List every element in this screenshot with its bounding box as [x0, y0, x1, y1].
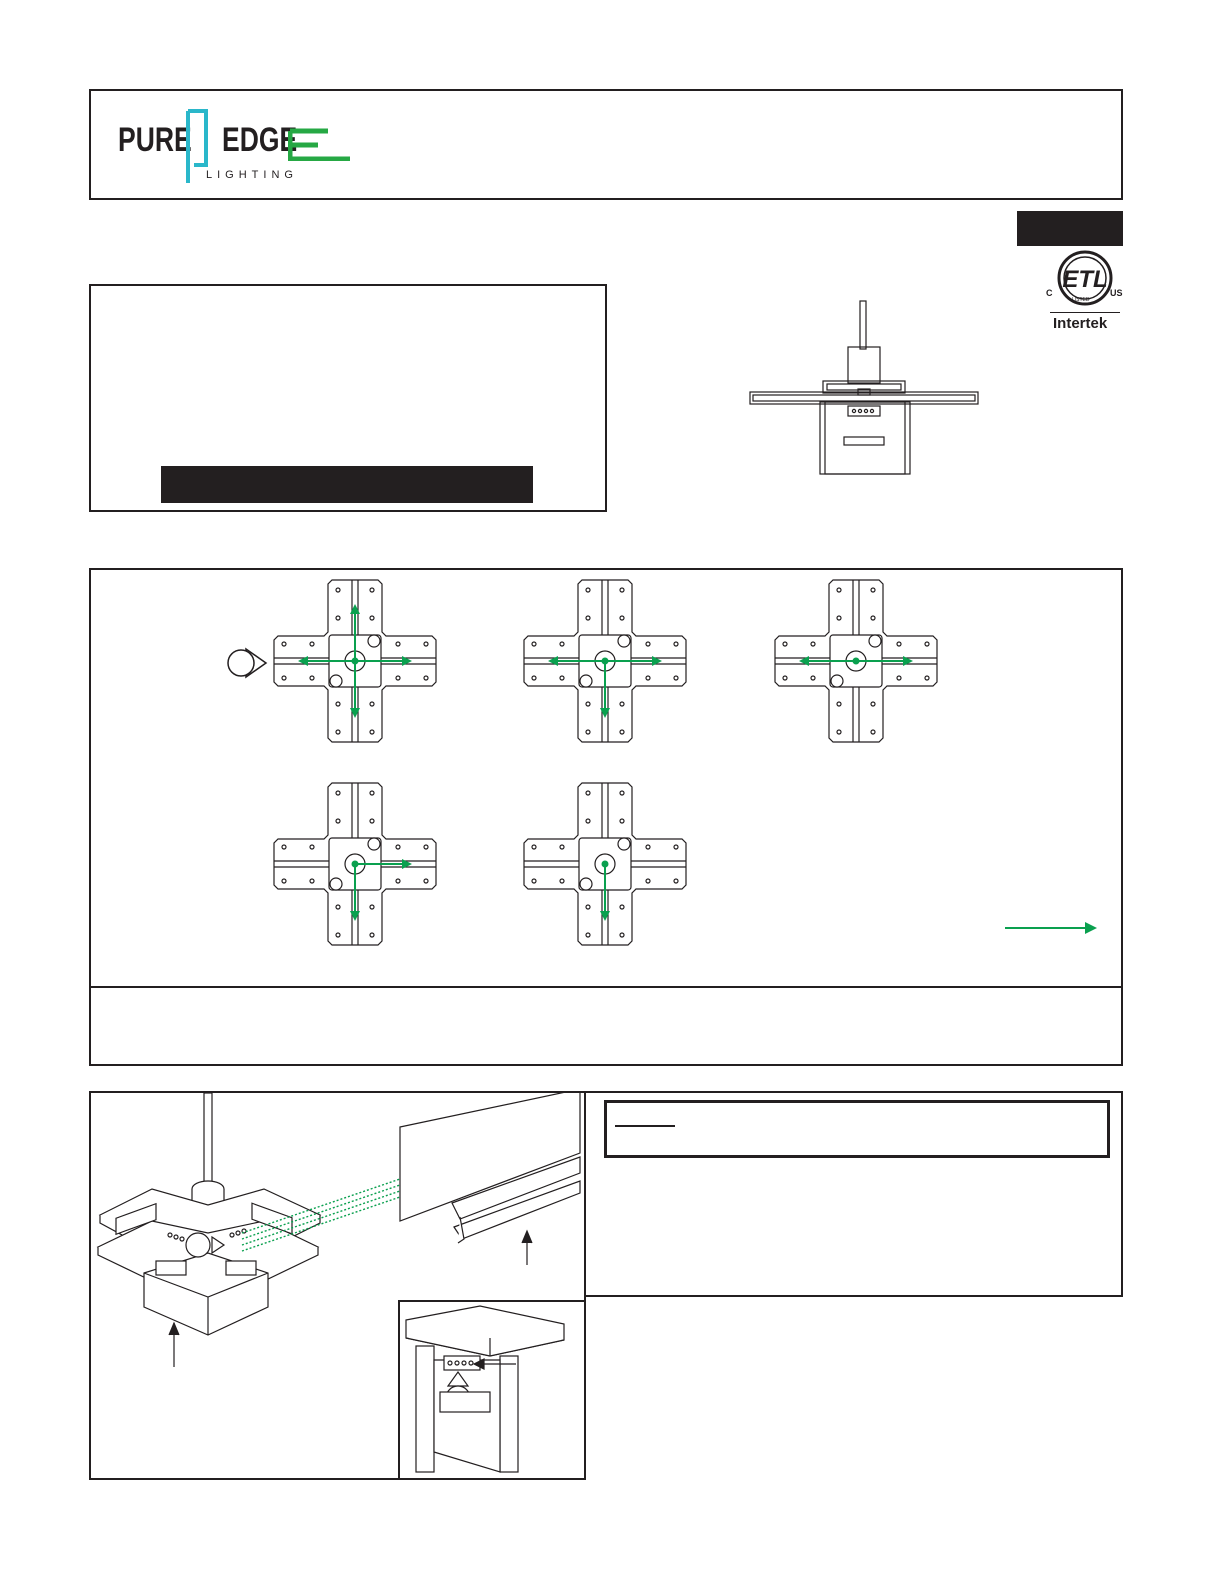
circle-pointer-icon — [224, 646, 270, 680]
cross-connector-4way — [272, 578, 438, 744]
cross-connector-tee-down — [522, 578, 688, 744]
connector-detail-drawing — [400, 1302, 584, 1478]
logo-tagline: LIGHTING — [206, 169, 298, 181]
etl-divider — [1050, 312, 1120, 313]
etl-left-label: C — [1046, 288, 1053, 298]
logo-word-right: EDGE — [222, 121, 298, 159]
warning-box — [604, 1100, 1110, 1158]
warning-heading-underline — [615, 1125, 675, 1127]
etl-right-label: US — [1110, 288, 1123, 298]
info-dark-bar — [161, 466, 533, 503]
cross-connector-straight — [773, 578, 939, 744]
etl-listed-mark — [1040, 250, 1130, 335]
section-tab-bar — [1017, 211, 1123, 246]
cross-connector-corner — [272, 781, 438, 947]
channel-profile — [400, 1093, 580, 1265]
etl-issuer: Intertek — [1053, 315, 1108, 332]
header-box — [89, 89, 1123, 200]
etl-listed-label: LISTED — [1072, 297, 1090, 303]
configuration-notes-box — [89, 986, 1123, 1066]
brand-logo — [118, 107, 368, 187]
cross-connector-end — [522, 781, 688, 947]
green-arrow-icon — [1003, 918, 1099, 938]
svg-text:ETL: ETL — [1062, 266, 1108, 293]
product-info-box — [89, 284, 607, 512]
logo-e-mark-icon — [288, 125, 352, 161]
logo-word-left: PURE — [118, 121, 192, 159]
flow-arrows — [298, 604, 412, 718]
product-side-view-drawing — [745, 298, 985, 480]
